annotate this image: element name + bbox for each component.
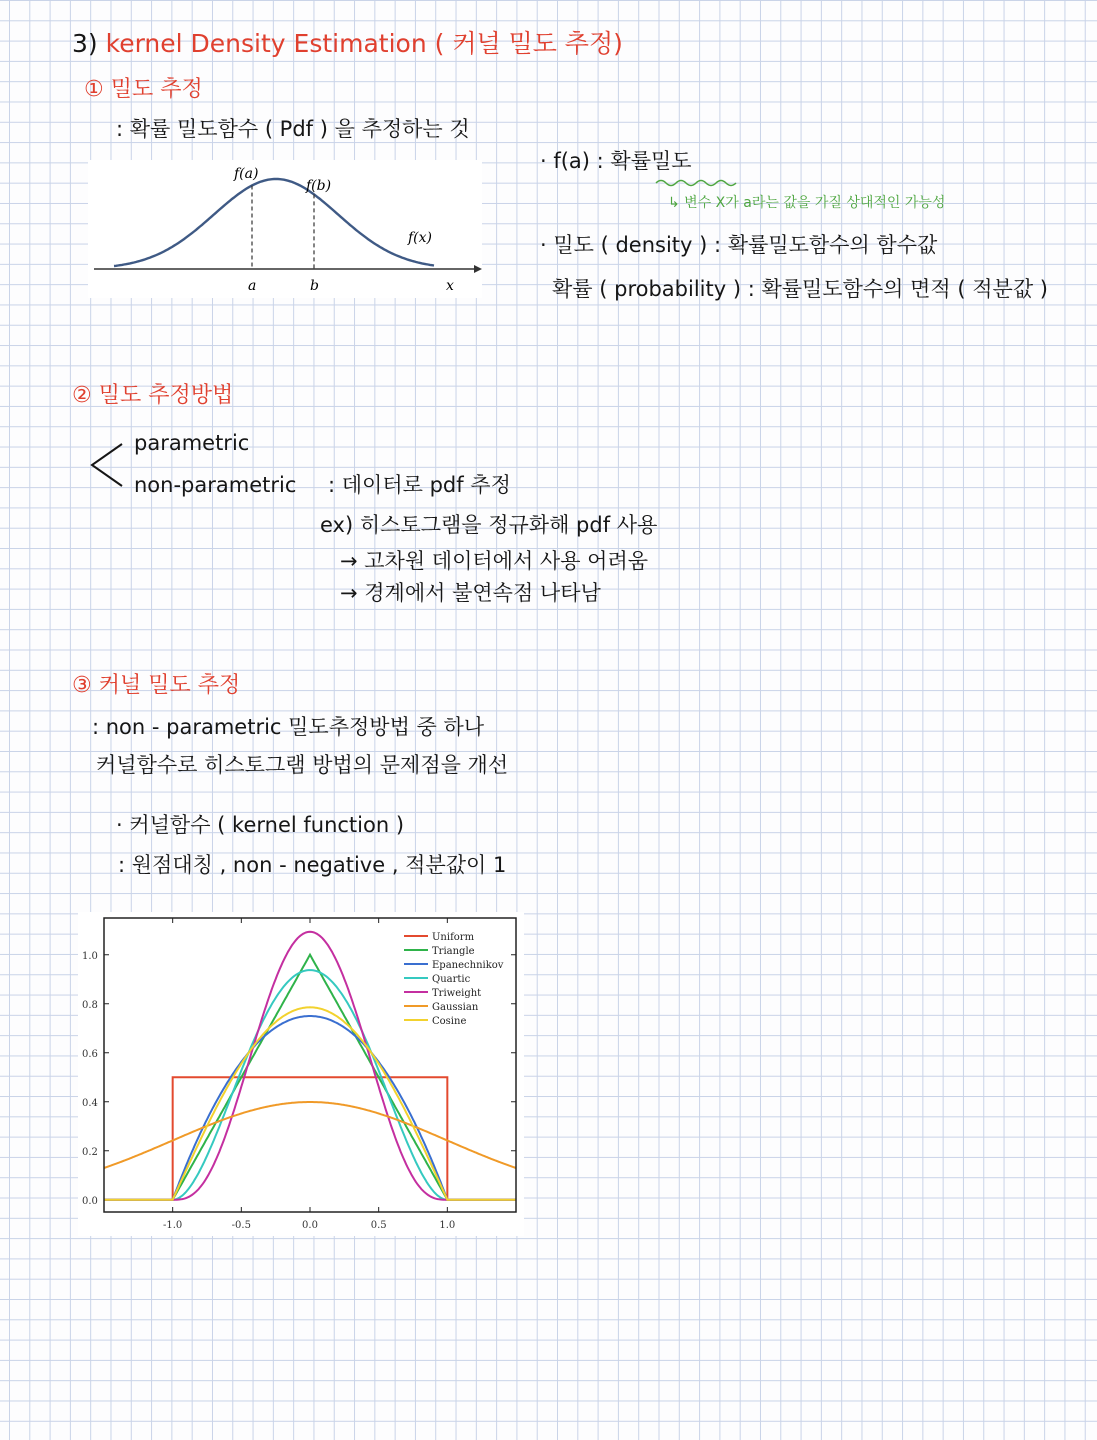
label-fa: f(a) [234, 166, 259, 182]
legend-label: Triangle [432, 946, 475, 957]
non-parametric-label: non-parametric [134, 473, 297, 497]
s1-heading: ① 밀도 추정 [84, 77, 203, 102]
y-tick-label: 0.4 [82, 1097, 98, 1109]
fa-note: ↳ 변수 X가 a라는 값을 가질 상대적인 가능성 [668, 195, 946, 211]
x-axis-arrow [474, 265, 482, 273]
pdf-figure-svg [88, 160, 482, 298]
probability-line: 확률 ( probability ) : 확률밀도함수의 면적 ( 적분값 ) [552, 277, 1048, 301]
section-3-title [72, 30, 623, 58]
x-tick-label: 1.0 [439, 1220, 456, 1231]
legend-label: Gaussian [432, 1002, 479, 1013]
kernel-chart [78, 912, 524, 1236]
s3-heading: ③ 커널 밀도 추정 [72, 673, 241, 698]
series-gaussian [104, 1102, 516, 1168]
y-tick-label: 0.8 [82, 999, 98, 1011]
s2-heading: ② 밀도 추정방법 [72, 383, 234, 408]
label-fb: f(b) [306, 178, 332, 194]
y-tick-label: 0.2 [82, 1146, 98, 1158]
x-tick-label: 0.5 [370, 1220, 387, 1231]
bracket-icon [86, 440, 126, 490]
y-tick-label: 1.0 [82, 950, 98, 962]
title-text: kernel Density Estimation ( 커널 밀도 추정) [105, 29, 623, 58]
legend-label: Epanechnikov [432, 960, 504, 971]
s1-line1: : 확률 밀도함수 ( Pdf ) 을 추정하는 것 [116, 117, 470, 141]
parametric-label: parametric [134, 431, 250, 455]
y-tick-label: 0.0 [82, 1195, 98, 1207]
series-cosine [104, 1007, 516, 1200]
density-line: · 밀도 ( density ) : 확률밀도함수의 함수값 [540, 233, 938, 257]
series-epanechnikov [104, 1016, 516, 1200]
arrow-line-1: → 고차원 데이터에서 사용 어려움 [340, 549, 649, 573]
kernel-chart-svg [78, 912, 524, 1236]
s3-line1: : non - parametric 밀도추정방법 중 하나 [92, 715, 485, 739]
section-number: 3) [72, 29, 98, 58]
arrow-line-2: → 경계에서 불연속점 나타남 [340, 581, 601, 605]
example-line: ex) 히스토그램을 정규화해 pdf 사용 [320, 513, 658, 537]
bell-curve [114, 179, 434, 266]
pdf-figure [88, 160, 482, 298]
kernel-function-bullet: · 커널함수 ( kernel function ) [116, 813, 405, 837]
y-tick-label: 0.6 [82, 1048, 98, 1060]
legend-label: Quartic [432, 974, 471, 985]
x-tick-label: -0.5 [231, 1220, 251, 1231]
legend-label: Triweight [432, 988, 482, 999]
label-fx: f(x) [408, 230, 433, 246]
kernel-properties: : 원점대칭 , non - negative , 적분값이 1 [118, 853, 507, 877]
x-tick-label: -1.0 [163, 1220, 183, 1231]
squiggle-underline [654, 178, 744, 188]
label-a: a [248, 278, 257, 294]
label-x: x [446, 278, 454, 294]
fa-line: · f(a) : 확률밀도 [540, 149, 692, 173]
s3-line2: 커널함수로 히스토그램 방법의 문제점을 개선 [96, 753, 509, 777]
x-tick-label: 0.0 [302, 1220, 318, 1231]
label-b: b [310, 278, 319, 294]
non-parametric-desc: : 데이터로 pdf 추정 [328, 473, 511, 497]
legend-label: Uniform [432, 932, 475, 943]
series-triweight [104, 932, 516, 1200]
series-uniform [104, 1077, 516, 1200]
legend-label: Cosine [432, 1016, 467, 1027]
